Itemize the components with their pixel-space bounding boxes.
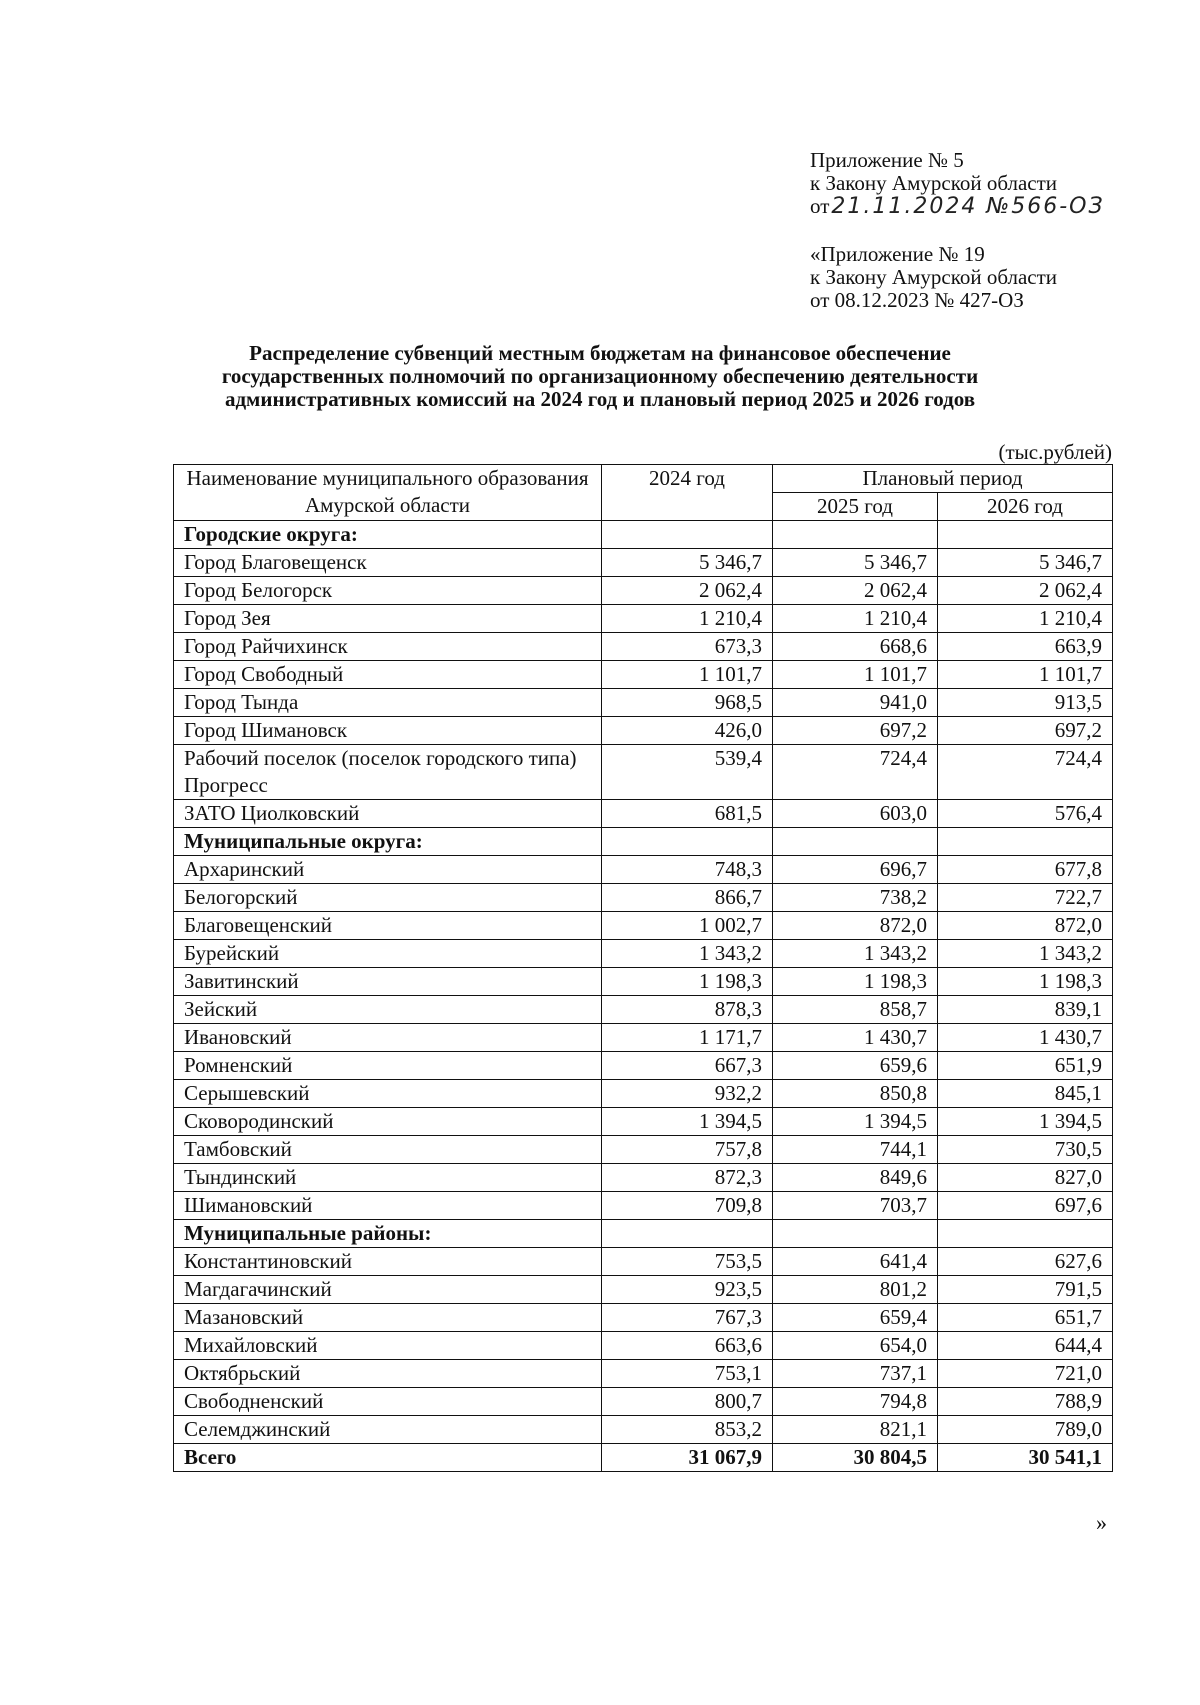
empty-cell [938, 828, 1113, 856]
municipality-name: Константиновский [174, 1248, 602, 1276]
appendix-date-prefix: от [810, 194, 830, 218]
value-2026: 791,5 [938, 1276, 1113, 1304]
value-2025: 872,0 [773, 912, 938, 940]
value-2024: 932,2 [602, 1080, 773, 1108]
table-row [174, 549, 1113, 577]
value-2025: 641,4 [773, 1248, 938, 1276]
empty-cell [773, 828, 938, 856]
value-2025: 858,7 [773, 996, 938, 1024]
municipality-name: Город Шимановск [174, 717, 602, 745]
value-2024: 1 343,2 [602, 940, 773, 968]
table-row [174, 800, 1113, 828]
value-2026: 1 394,5 [938, 1108, 1113, 1136]
appendix-old-law: к Закону Амурской области [810, 265, 1058, 289]
appendix-date-line [810, 195, 1105, 218]
value-2025: 1 101,7 [773, 661, 938, 689]
total-label: Всего [174, 1444, 602, 1472]
municipality-name: Сковородинский [174, 1108, 602, 1136]
municipality-name: Благовещенский [174, 912, 602, 940]
value-2025: 659,4 [773, 1304, 938, 1332]
table-row [174, 940, 1113, 968]
value-2025: 1 198,3 [773, 968, 938, 996]
table-row [174, 1136, 1113, 1164]
value-2025: 1 210,4 [773, 605, 938, 633]
municipality-name: Архаринский [174, 856, 602, 884]
municipality-name: Мазановский [174, 1304, 602, 1332]
value-2024: 539,4 [602, 745, 773, 800]
total-2024: 31 067,9 [602, 1444, 773, 1472]
value-2025: 697,2 [773, 717, 938, 745]
value-2024: 663,6 [602, 1332, 773, 1360]
table-row [174, 1192, 1113, 1220]
value-2024: 5 346,7 [602, 549, 773, 577]
municipality-name: Тындинский [174, 1164, 602, 1192]
municipality-name: Михайловский [174, 1332, 602, 1360]
value-2024: 757,8 [602, 1136, 773, 1164]
header-planned-period: Плановый период [773, 465, 1113, 493]
table-row [174, 1304, 1113, 1332]
value-2024: 667,3 [602, 1052, 773, 1080]
table-row [174, 856, 1113, 884]
section-title: Муниципальные округа: [174, 828, 602, 856]
value-2025: 794,8 [773, 1388, 938, 1416]
value-2025: 1 430,7 [773, 1024, 938, 1052]
appendix-law: к Закону Амурской области [810, 171, 1058, 195]
table-row [174, 689, 1113, 717]
municipality-name: Тамбовский [174, 1136, 602, 1164]
value-2024: 1 101,7 [602, 661, 773, 689]
table-row [174, 884, 1113, 912]
value-2026: 1 430,7 [938, 1024, 1113, 1052]
empty-cell [773, 1220, 938, 1248]
total-2026: 30 541,1 [938, 1444, 1113, 1472]
table-row [174, 1248, 1113, 1276]
value-2026: 677,8 [938, 856, 1113, 884]
municipality-name: ЗАТО Циолковский [174, 800, 602, 828]
value-2026: 845,1 [938, 1080, 1113, 1108]
value-2025: 724,4 [773, 745, 938, 800]
municipality-name: Селемджинский [174, 1416, 602, 1444]
table-row [174, 1276, 1113, 1304]
value-2026: 839,1 [938, 996, 1113, 1024]
value-2025: 849,6 [773, 1164, 938, 1192]
table-row [174, 1052, 1113, 1080]
municipality-name: Город Благовещенск [174, 549, 602, 577]
table-body [174, 521, 1113, 1472]
value-2025: 603,0 [773, 800, 938, 828]
title-line-1: Распределение субвенций местным бюджетам на финансовое обеспечение [249, 341, 951, 365]
header-year-2025: 2025 год [773, 493, 938, 521]
value-2025: 696,7 [773, 856, 938, 884]
value-2024: 853,2 [602, 1416, 773, 1444]
municipality-name: Город Райчихинск [174, 633, 602, 661]
value-2026: 872,0 [938, 912, 1113, 940]
value-2025: 744,1 [773, 1136, 938, 1164]
table-row [174, 577, 1113, 605]
municipality-name: Серышевский [174, 1080, 602, 1108]
table-row [174, 1360, 1113, 1388]
value-2026: 651,9 [938, 1052, 1113, 1080]
table-row [174, 968, 1113, 996]
value-2026: 651,7 [938, 1304, 1113, 1332]
header-year-2024: 2024 год [602, 465, 773, 521]
municipality-name: Свободненский [174, 1388, 602, 1416]
title-line-3: административных комиссий на 2024 год и плановый период 2025 и 2026 годов [224, 387, 976, 411]
value-2024: 872,3 [602, 1164, 773, 1192]
value-2026: 1 343,2 [938, 940, 1113, 968]
municipality-name: Ивановский [174, 1024, 602, 1052]
value-2024: 1 002,7 [602, 912, 773, 940]
table-row [174, 1108, 1113, 1136]
appendix-old-date: от 08.12.2023 № 427-ОЗ [810, 288, 1024, 312]
empty-cell [938, 1220, 1113, 1248]
value-2026: 1 101,7 [938, 661, 1113, 689]
municipality-name: Бурейский [174, 940, 602, 968]
value-2024: 753,5 [602, 1248, 773, 1276]
table-row [174, 1332, 1113, 1360]
municipality-name: Рабочий поселок (поселок городского типа) Прогресс [174, 745, 602, 800]
value-2026: 697,2 [938, 717, 1113, 745]
value-2025: 738,2 [773, 884, 938, 912]
value-2026: 1 198,3 [938, 968, 1113, 996]
header-municipality: Наименование муниципального образования Амурской области [174, 465, 602, 521]
value-2026: 2 062,4 [938, 577, 1113, 605]
municipality-name: Город Свободный [174, 661, 602, 689]
empty-cell [773, 521, 938, 549]
value-2025: 941,0 [773, 689, 938, 717]
value-2026: 913,5 [938, 689, 1113, 717]
value-2026: 1 210,4 [938, 605, 1113, 633]
section-row [174, 1220, 1113, 1248]
table-row [174, 717, 1113, 745]
value-2024: 681,5 [602, 800, 773, 828]
units-label: (тыс.рублей) [998, 440, 1112, 464]
empty-cell [602, 521, 773, 549]
municipality-name: Магдагачинский [174, 1276, 602, 1304]
section-row [174, 828, 1113, 856]
value-2026: 788,9 [938, 1388, 1113, 1416]
municipality-name: Город Белогорск [174, 577, 602, 605]
value-2026: 576,4 [938, 800, 1113, 828]
value-2026: 722,7 [938, 884, 1113, 912]
value-2025: 2 062,4 [773, 577, 938, 605]
value-2024: 673,3 [602, 633, 773, 661]
table-row [174, 1416, 1113, 1444]
section-row [174, 521, 1113, 549]
value-2025: 654,0 [773, 1332, 938, 1360]
value-2026: 627,6 [938, 1248, 1113, 1276]
empty-cell [602, 1220, 773, 1248]
value-2026: 789,0 [938, 1416, 1113, 1444]
table-row [174, 1164, 1113, 1192]
value-2024: 1 394,5 [602, 1108, 773, 1136]
appendix-header-new [810, 149, 1105, 218]
section-title: Городские округа: [174, 521, 602, 549]
municipality-name: Октябрьский [174, 1360, 602, 1388]
table-row [174, 661, 1113, 689]
value-2024: 1 171,7 [602, 1024, 773, 1052]
document-title [150, 342, 1050, 411]
value-2024: 878,3 [602, 996, 773, 1024]
municipality-name: Город Тында [174, 689, 602, 717]
value-2026: 730,5 [938, 1136, 1113, 1164]
value-2026: 827,0 [938, 1164, 1113, 1192]
value-2025: 801,2 [773, 1276, 938, 1304]
value-2025: 5 346,7 [773, 549, 938, 577]
value-2024: 709,8 [602, 1192, 773, 1220]
municipality-name: Завитинский [174, 968, 602, 996]
table-row [174, 745, 1113, 800]
value-2024: 1 210,4 [602, 605, 773, 633]
table-row [174, 996, 1113, 1024]
value-2025: 659,6 [773, 1052, 938, 1080]
table-row [174, 605, 1113, 633]
value-2024: 2 062,4 [602, 577, 773, 605]
value-2026: 697,6 [938, 1192, 1113, 1220]
value-2024: 426,0 [602, 717, 773, 745]
appendix-old-number: «Приложение № 19 [810, 242, 985, 266]
value-2025: 1 394,5 [773, 1108, 938, 1136]
municipality-name: Белогорский [174, 884, 602, 912]
value-2025: 821,1 [773, 1416, 938, 1444]
empty-cell [602, 828, 773, 856]
appendix-header-old [810, 243, 1057, 312]
closing-quote: » [1096, 1510, 1107, 1535]
value-2024: 968,5 [602, 689, 773, 717]
table-row [174, 912, 1113, 940]
table-row [174, 633, 1113, 661]
title-line-2: государственных полномочий по организационному обеспечению деятельности [221, 364, 979, 388]
value-2026: 644,4 [938, 1332, 1113, 1360]
value-2024: 767,3 [602, 1304, 773, 1332]
value-2025: 850,8 [773, 1080, 938, 1108]
table-row [174, 1024, 1113, 1052]
value-2025: 703,7 [773, 1192, 938, 1220]
value-2026: 663,9 [938, 633, 1113, 661]
value-2024: 1 198,3 [602, 968, 773, 996]
handwritten-date-number: 21.11.2024 №566-ОЗ [831, 194, 1105, 219]
value-2024: 866,7 [602, 884, 773, 912]
municipality-name: Ромненский [174, 1052, 602, 1080]
value-2024: 923,5 [602, 1276, 773, 1304]
value-2025: 737,1 [773, 1360, 938, 1388]
empty-cell [938, 521, 1113, 549]
municipality-name: Шимановский [174, 1192, 602, 1220]
table-row [174, 1388, 1113, 1416]
subvention-table [173, 464, 1113, 1472]
table-row [174, 1080, 1113, 1108]
value-2024: 753,1 [602, 1360, 773, 1388]
municipality-name: Зейский [174, 996, 602, 1024]
value-2026: 721,0 [938, 1360, 1113, 1388]
section-title: Муниципальные районы: [174, 1220, 602, 1248]
appendix-number: Приложение № 5 [810, 148, 964, 172]
header-year-2026: 2026 год [938, 493, 1113, 521]
value-2026: 5 346,7 [938, 549, 1113, 577]
value-2024: 748,3 [602, 856, 773, 884]
value-2026: 724,4 [938, 745, 1113, 800]
value-2025: 668,6 [773, 633, 938, 661]
total-row [174, 1444, 1113, 1472]
municipality-name: Город Зея [174, 605, 602, 633]
value-2024: 800,7 [602, 1388, 773, 1416]
total-2025: 30 804,5 [773, 1444, 938, 1472]
value-2025: 1 343,2 [773, 940, 938, 968]
